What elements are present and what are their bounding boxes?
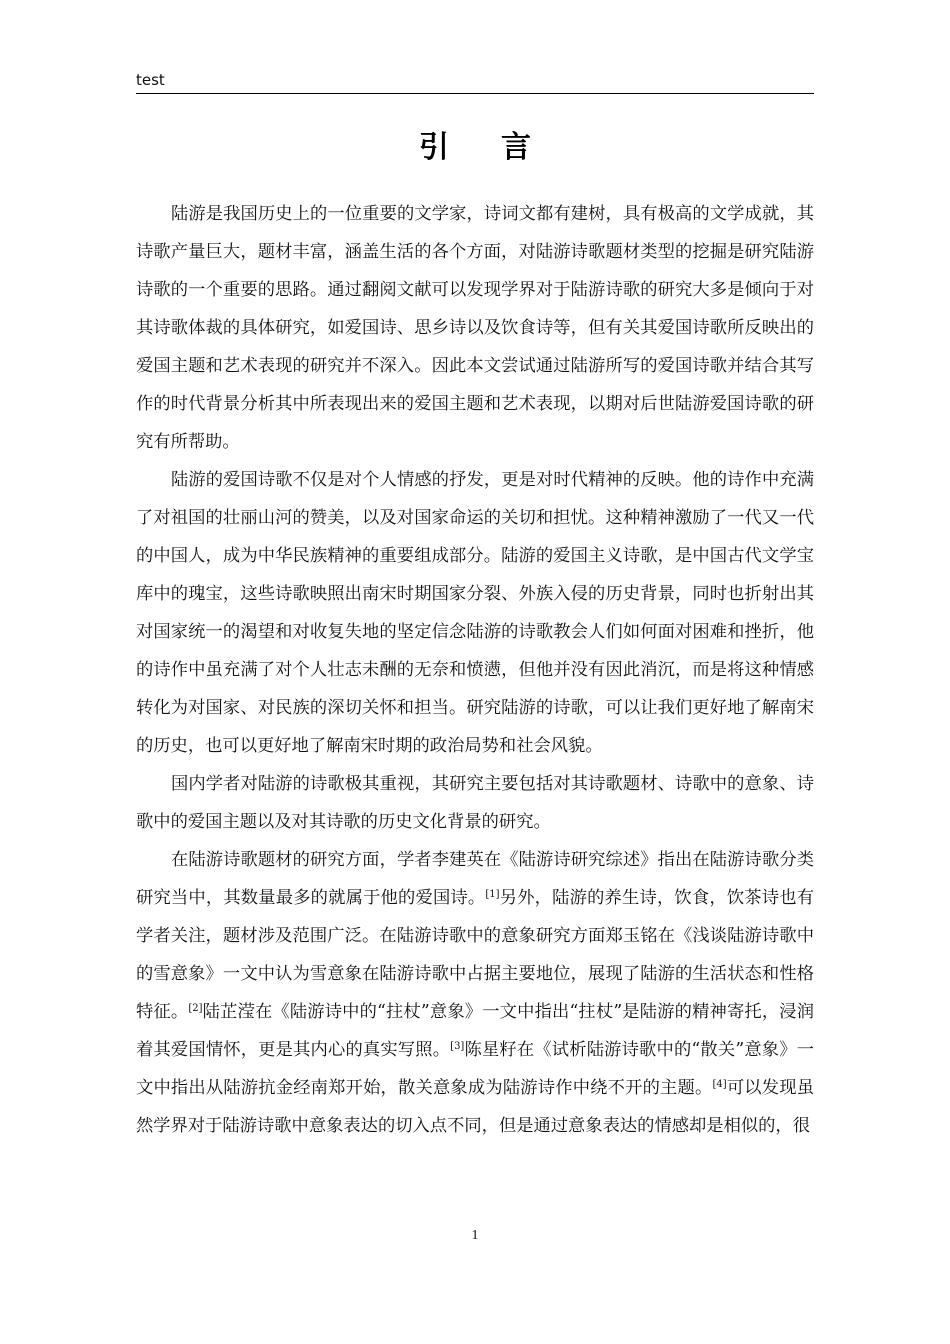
paragraph-text: 陆游的爱国诗歌不仅是对个人情感的抒发，更是对时代精神的反映。他的诗作中充满了对祖国的壮丽山河的赞美，以及对国家命运的关切和担忧。这种精神激励了一代又一代的中国人，成为中华民族精神的重要组成部分。陆游的爱国主义诗歌，是中国古代文学宝库中的瑰宝，这些诗歌映照出南宋时期国家分裂、外族入侵的历史背景，同时也折射出其对国家统一的渴望和对收复失地的坚定信念陆游的诗歌教会人们如何面对困难和挫折，他的诗作中虽充满了对个人壮志未酬的无奈和愤懑，但他并没有因此消沉，而是将这种情感转化为对国家、对民族的深切关怀和担当。研究陆游的诗歌，可以让我们更好地了解南宋的历史，也可以更好地了解南宋时期的政治局势和社会风貌。 (136, 470, 814, 756)
citation-marker: [1] (485, 889, 500, 900)
paragraph-text: 陆游是我国历史上的一位重要的文学家，诗词文都有建树，具有极高的文学成就，其诗歌产量巨大，题材丰富，涵盖生活的各个方面，对陆游诗歌题材类型的挖掘是研究陆游诗歌的一个重要的思路。通过翻阅文献可以发现学界对于陆游诗歌的研究大多是倾向于对其诗歌体裁的具体研究，如爱国诗、思乡诗以及饮食诗等，但有关其爱国诗歌所反映出的爱国主题和艺术表现的研究并不深入。因此本文尝试通过陆游所写的爱国诗歌并结合其写作的时代背景分析其中所表现出来的爱国主题和艺术表现，以期对后世陆游爱国诗歌的研究有所帮助。 (136, 204, 814, 452)
paragraph (136, 765, 814, 841)
paragraph (136, 461, 814, 765)
paragraph (136, 195, 814, 461)
page-header (136, 68, 814, 94)
page-number: 1 (471, 1228, 479, 1243)
header-text: test (136, 71, 165, 89)
paragraph-text: 可以发现虽然学界对于陆游诗歌中意象表达的切入点不同，但是通过意象表达的情感却是相似的，很 (136, 1078, 814, 1136)
body-text (136, 195, 814, 1145)
paragraph-text: 陆芷滢在《陆游诗中的“拄杖”意象》一文中指出“拄杖”是陆游的精神寄托，浸润着其爱国情怀，更是其内心的真实写照。 (136, 1002, 814, 1060)
paragraph-text: 陈星籽在《试析陆游诗歌中的“散关”意象》一文中指出从陆游抗金经南郑开始，散关意象成为陆游诗作中绕不开的主题。 (136, 1040, 814, 1098)
citation-marker: [2] (188, 1003, 203, 1014)
citation-marker: [4] (712, 1079, 727, 1090)
page-title: 引言 (419, 130, 583, 165)
citation-marker: [3] (450, 1041, 465, 1052)
paragraph-text: 在陆游诗歌题材的研究方面，学者李建英在《陆游诗研究综述》指出在陆游诗歌分类研究当中，其数量最多的就属于他的爱国诗。 (136, 850, 814, 908)
paragraph-text: 国内学者对陆游的诗歌极其重视，其研究主要包括对其诗歌题材、诗歌中的意象、诗歌中的爱国主题以及对其诗歌的历史文化背景的研究。 (136, 774, 814, 832)
paragraph (136, 841, 814, 1145)
paragraph-text: 另外，陆游的养生诗，饮食，饮茶诗也有学者关注，题材涉及范围广泛。在陆游诗歌中的意象研究方面郑玉铭在《浅谈陆游诗歌中的雪意象》一文中认为雪意象在陆游诗歌中占据主要地位，展现了陆游的生活状态和性格特征。 (136, 888, 814, 1022)
